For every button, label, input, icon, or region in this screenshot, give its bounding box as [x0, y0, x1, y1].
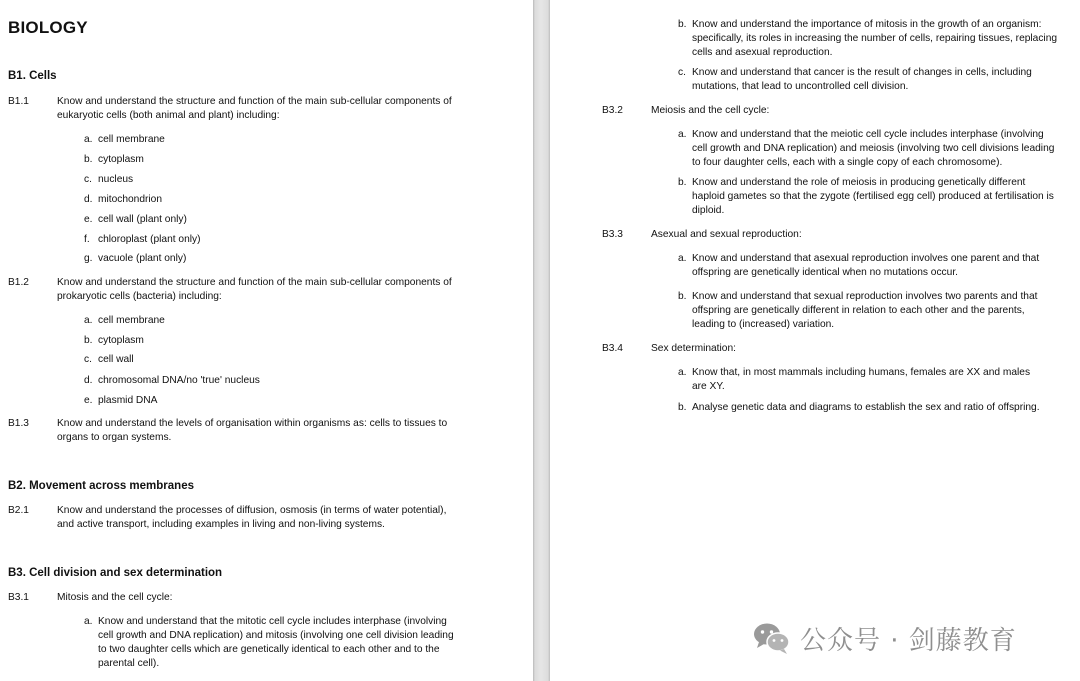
clause-text-b2-1: Know and understand the processes of diffusion, osmosis (in terms of water potential), and active transport, including examples in living and non-living systems.: [57, 505, 447, 530]
list-item: a. Know and understand that asexual reproduction involves one parent and that offspring are genetically identical when no mutations occur.: [678, 253, 1040, 278]
list-item: b. Know and understand the importance of mitosis in the growth of an organism: specifically, its roles in increasing the number of cells, repairing tissues, replacing cells and asexual reproduction.: [678, 19, 1058, 58]
watermark-text: 公众号 · 剑藤教育: [800, 625, 1017, 656]
page-gutter: [533, 0, 550, 681]
list-item: d. chromosomal DNA/no 'true' nucleus: [84, 375, 260, 386]
clause-code-b3-4: B3.4: [602, 343, 623, 354]
page-title: BIOLOGY: [8, 18, 88, 37]
clause-code-b2-1: B2.1: [8, 505, 29, 516]
list-item: a. Know that, in most mammals including humans, females are XX and males are XY.: [678, 367, 1031, 392]
list-item: e. plasmid DNA: [84, 395, 158, 406]
clause-code-b1-2: B1.2: [8, 277, 29, 288]
clause-label-b3-3: Asexual and sexual reproduction:: [651, 229, 802, 240]
clause-label-b3-1: Mitosis and the cell cycle:: [57, 592, 173, 603]
list-item: b. cytoplasm: [84, 335, 144, 346]
wechat-icon: [752, 621, 792, 655]
document-page-left: [0, 0, 533, 681]
watermark: [752, 618, 1062, 658]
clause-code-b3-2: B3.2: [602, 105, 623, 116]
list-item: c. Know and understand that cancer is the result of changes in cells, including mutations, that lead to uncontrolled cell division.: [678, 67, 1032, 92]
list-item: g. vacuole (plant only): [84, 253, 187, 264]
list-item: b. cytoplasm: [84, 154, 144, 165]
clause-code-b3-3: B3.3: [602, 229, 623, 240]
list-item: b. Know and understand the role of meiosis in producing genetically different haploid gametes so that the zygote (fertilised egg cell) produced at fertilisation is diploid.: [678, 177, 1054, 216]
list-item: c. nucleus: [84, 174, 134, 185]
clause-code-b3-1: B3.1: [8, 592, 29, 603]
document-page-right: [550, 0, 1080, 681]
list-item: b. Analyse genetic data and diagrams to establish the sex and ratio of offspring.: [678, 402, 1040, 413]
clause-text-b1-1: Know and understand the structure and function of the main sub-cellular components of eukaryotic cells (both animal and plant) including:: [57, 96, 452, 121]
list-item: e. cell wall (plant only): [84, 214, 187, 225]
section-heading-b2: B2. Movement across membranes: [8, 480, 194, 492]
section-heading-b3: B3. Cell division and sex determination: [8, 567, 223, 579]
list-item: a. Know and understand that the meiotic cell cycle includes interphase (involving cell growth and DNA replication) and meiosis (involving two cell divisions leading to four daughter cells, each with a single copy of each chromosome).: [678, 129, 1055, 168]
list-item: c. cell wall: [84, 354, 134, 365]
list-item: a. cell membrane: [84, 134, 165, 145]
clause-text-b1-2: Know and understand the structure and function of the main sub-cellular components of prokaryotic cells (bacteria) including:: [57, 277, 452, 302]
list-item: f. chloroplast (plant only): [84, 234, 201, 245]
clause-code-b1-1: B1.1: [8, 96, 29, 107]
clause-label-b3-4: Sex determination:: [651, 343, 736, 354]
list-item: a. cell membrane: [84, 315, 165, 326]
section-heading-b1: B1. Cells: [8, 70, 57, 82]
list-item: b. Know and understand that sexual reproduction involves two parents and that offspring are genetically different in relation to each other and the parents, leading to (increased) variation.: [678, 291, 1038, 330]
clause-code-b1-3: B1.3: [8, 418, 29, 429]
list-item: a. Know and understand that the mitotic cell cycle includes interphase (involving cell growth and DNA replication) and mitosis (involving one cell division leading to two daughter cells which are genetically identical to each other and to the parental cell).: [84, 616, 454, 669]
list-item: d. mitochondrion: [84, 194, 162, 205]
clause-text-b1-3: Know and understand the levels of organisation within organisms as: cells to tissues to organs to organ systems.: [57, 418, 448, 443]
clause-label-b3-2: Meiosis and the cell cycle:: [651, 105, 770, 116]
